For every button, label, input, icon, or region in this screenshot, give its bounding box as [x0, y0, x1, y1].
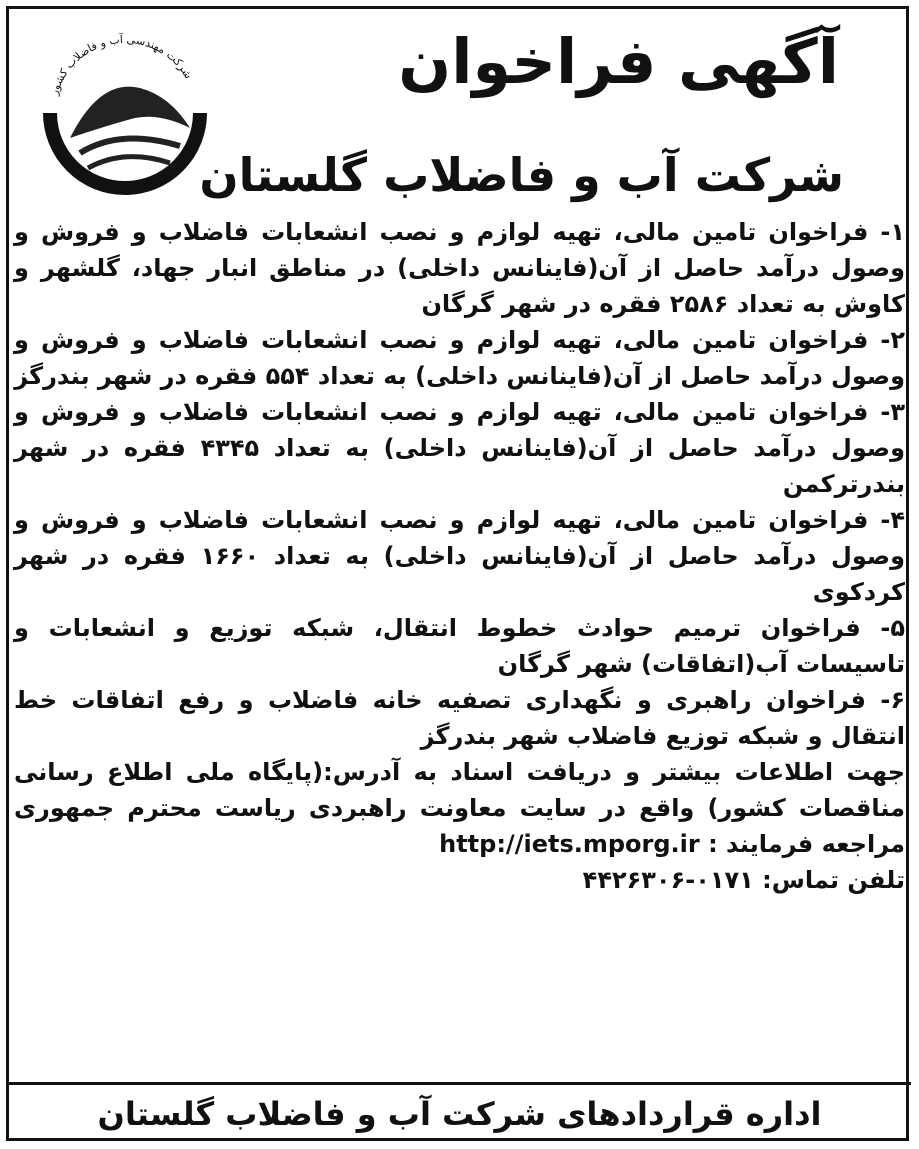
footer-signature: اداره قراردادهای شرکت آب و فاضلاب گلستان: [97, 1095, 822, 1133]
list-item: ۵- فراخوان ترمیم حوادث خطوط انتقال، شبکه توزیع و انشعابات و تاسیسات آب(اتفاقات) شهر گرگان: [14, 614, 905, 678]
list-item: ۱- فراخوان تامین مالی، تهیه لوازم و نصب انشعابات فاضلاب و فروش و وصول درآمد حاصل از آن(فاینانس داخلی) در مناطق انبار جهاد، گلشهر و کاوش به تعداد ۲۵۸۶ فقره در شهر گرگان: [14, 218, 905, 318]
company-name: شرکت آب و فاضلاب گلستان: [199, 148, 844, 202]
website-link[interactable]: http://iets.mporg.ir: [439, 830, 700, 858]
footer-divider: [8, 1082, 911, 1085]
info-text: جهت اطلاعات بیشتر و دریافت اسناد به آدرس:(پایگاه ملی اطلاع رسانی مناقصات کشور) واقع در سایت معاونت راهبردی ریاست محترم جمهوری مراجعه فرمایند :: [14, 758, 905, 858]
water-drop-wave-logo-icon: [30, 18, 220, 208]
logo-ring-text: شرکت مهندسی آب و فاضلاب کشور: [47, 32, 196, 97]
page-title: آگهی فراخوان: [398, 25, 839, 98]
list-item: ۶- فراخوان راهبری و نگهداری تصفیه خانه فاضلاب و رفع اتفاقات خط انتقال و شبکه توزیع فاضلاب شهر بندرگز: [14, 686, 905, 750]
list-item: ۳- فراخوان تامین مالی، تهیه لوازم و نصب انشعابات فاضلاب و فروش و وصول درآمد حاصل از آن(فاینانس داخلی) به تعداد ۴۳۴۵ فقره در شهر بندرترکمن: [14, 398, 905, 498]
announcement-body: [14, 214, 905, 898]
list-item: ۲- فراخوان تامین مالی، تهیه لوازم و نصب انشعابات فاضلاب و فروش و وصول درآمد حاصل از آن(فاینانس داخلی) به تعداد ۵۵۴ فقره در شهر بندرگز: [14, 326, 905, 390]
info-paragraph: [14, 754, 905, 862]
list-item: ۴- فراخوان تامین مالی، تهیه لوازم و نصب انشعابات فاضلاب و فروش و وصول درآمد حاصل از آن(فاینانس داخلی) به تعداد ۱۶۶۰ فقره در شهر کردکوی: [14, 506, 905, 606]
phone-number: تلفن تماس: ۰۱۷۱-۴۴۲۶۳۰۶: [582, 866, 905, 894]
